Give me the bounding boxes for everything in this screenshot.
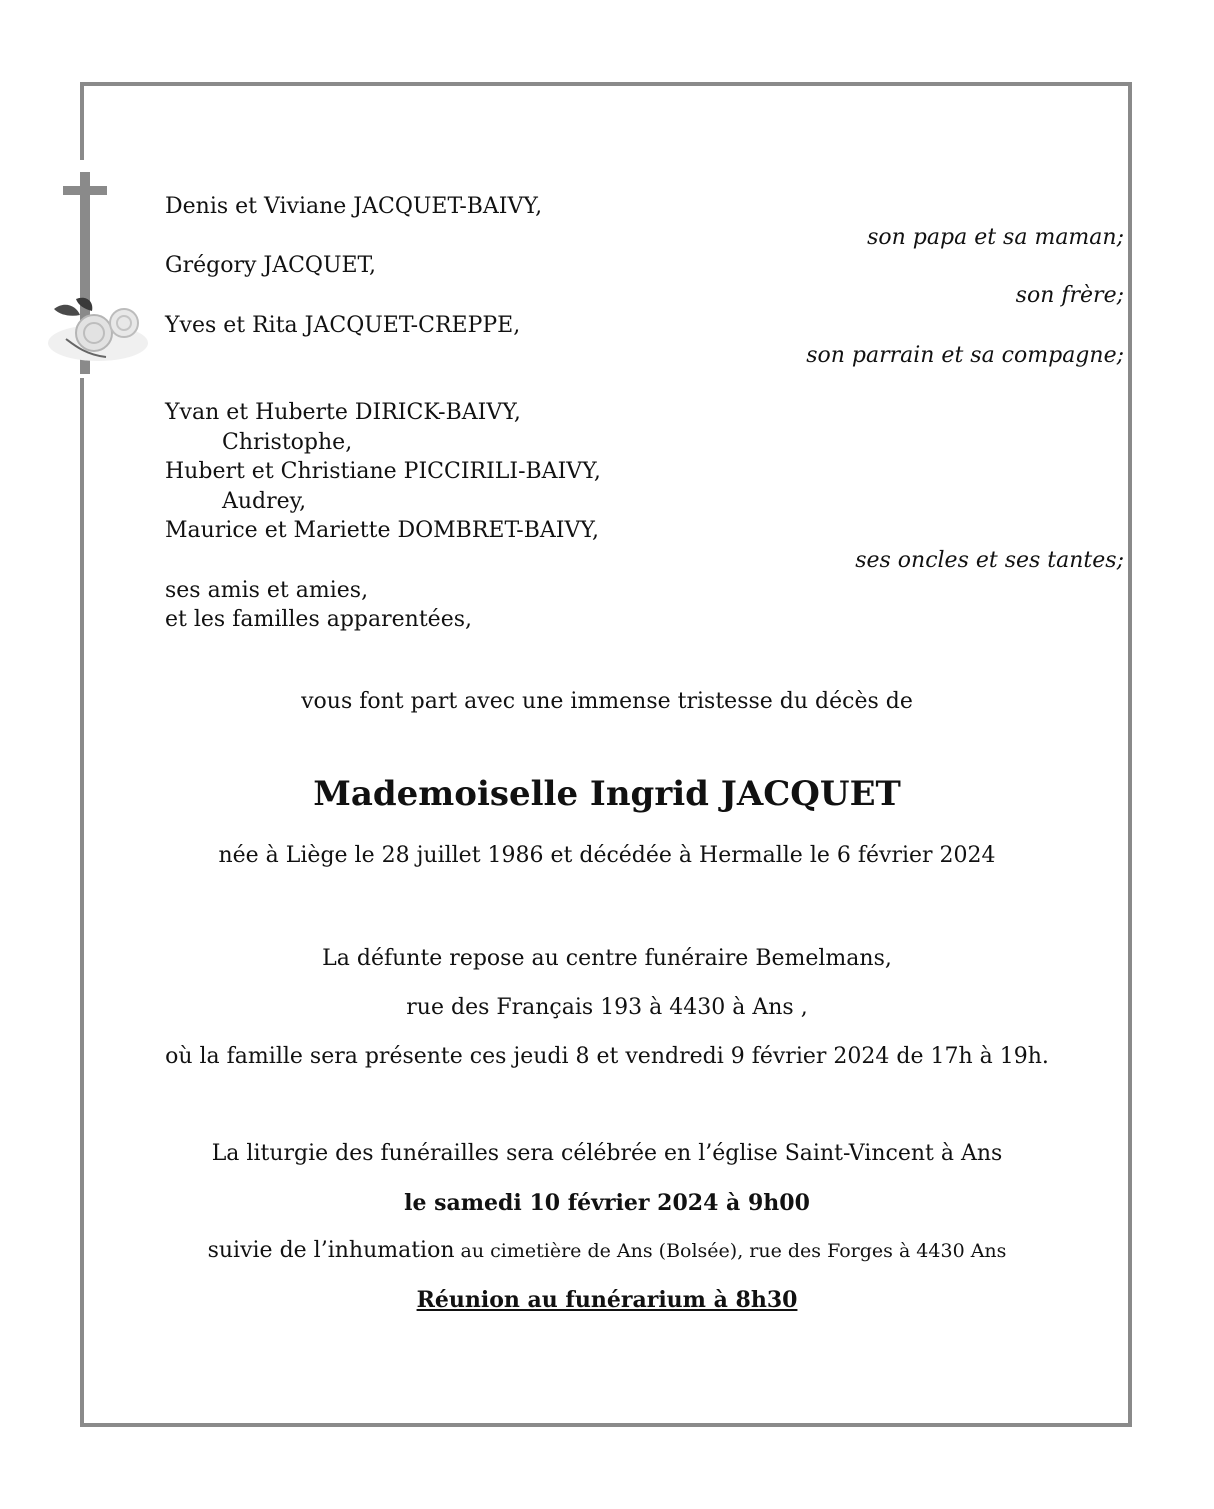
family-role-godfather: son parrain et sa compagne; <box>806 343 1124 368</box>
friends-line: et les familles apparentées, <box>165 607 472 632</box>
family-role-brother: son frère; <box>1015 283 1124 308</box>
uncles-role: ses oncles et ses tantes; <box>855 548 1124 573</box>
liturgy-intro: La liturgie des funérailles sera célébrée en l’église Saint-Vincent à Ans <box>211 1141 1003 1166</box>
roses-icon <box>46 295 150 367</box>
family-name-parents: Denis et Viviane JACQUET-BAIVY, <box>165 194 543 219</box>
visitation-line: La défunte repose au centre funéraire Bemelmans, <box>322 946 892 971</box>
family-name-brother: Grégory JACQUET, <box>165 253 376 278</box>
burial-line <box>0 1237 1214 1265</box>
family-role-parents: son papa et sa maman; <box>867 225 1124 250</box>
birth-death-dates: née à Liège le 28 juillet 1986 et décédée à Hermalle le 6 février 2024 <box>218 843 996 868</box>
uncle-line: Audrey, <box>222 489 307 514</box>
announcement: vous font part avec une immense tristesse du décès de <box>301 689 913 714</box>
meeting-text: Réunion au funérarium à 8h30 <box>416 1287 798 1313</box>
uncle-line: Hubert et Christiane PICCIRILI-BAIVY, <box>165 459 601 484</box>
family-name-godfather: Yves et Rita JACQUET-CREPPE, <box>165 313 521 338</box>
friends-line: ses amis et amies, <box>165 578 369 603</box>
visitation-line: où la famille sera présente ces jeudi 8 et vendredi 9 février 2024 de 17h à 19h. <box>165 1044 1049 1069</box>
deceased-name: Mademoiselle Ingrid JACQUET <box>313 774 901 814</box>
uncle-line: Christophe, <box>222 430 353 455</box>
burial-place: au cimetière de Ans (Bolsée), rue des Forges à 4430 Ans <box>454 1240 1007 1262</box>
meeting-line <box>0 1286 1214 1314</box>
burial-intro: suivie de l’inhumation <box>207 1238 455 1263</box>
visitation-line: rue des Français 193 à 4430 à Ans , <box>406 995 808 1020</box>
uncle-line: Yvan et Huberte DIRICK-BAIVY, <box>165 400 521 425</box>
uncle-line: Maurice et Mariette DOMBRET-BAIVY, <box>165 518 600 543</box>
cross-icon-bar <box>63 186 107 195</box>
page-border <box>80 82 1132 1427</box>
liturgy-date: le samedi 10 février 2024 à 9h00 <box>404 1190 810 1216</box>
